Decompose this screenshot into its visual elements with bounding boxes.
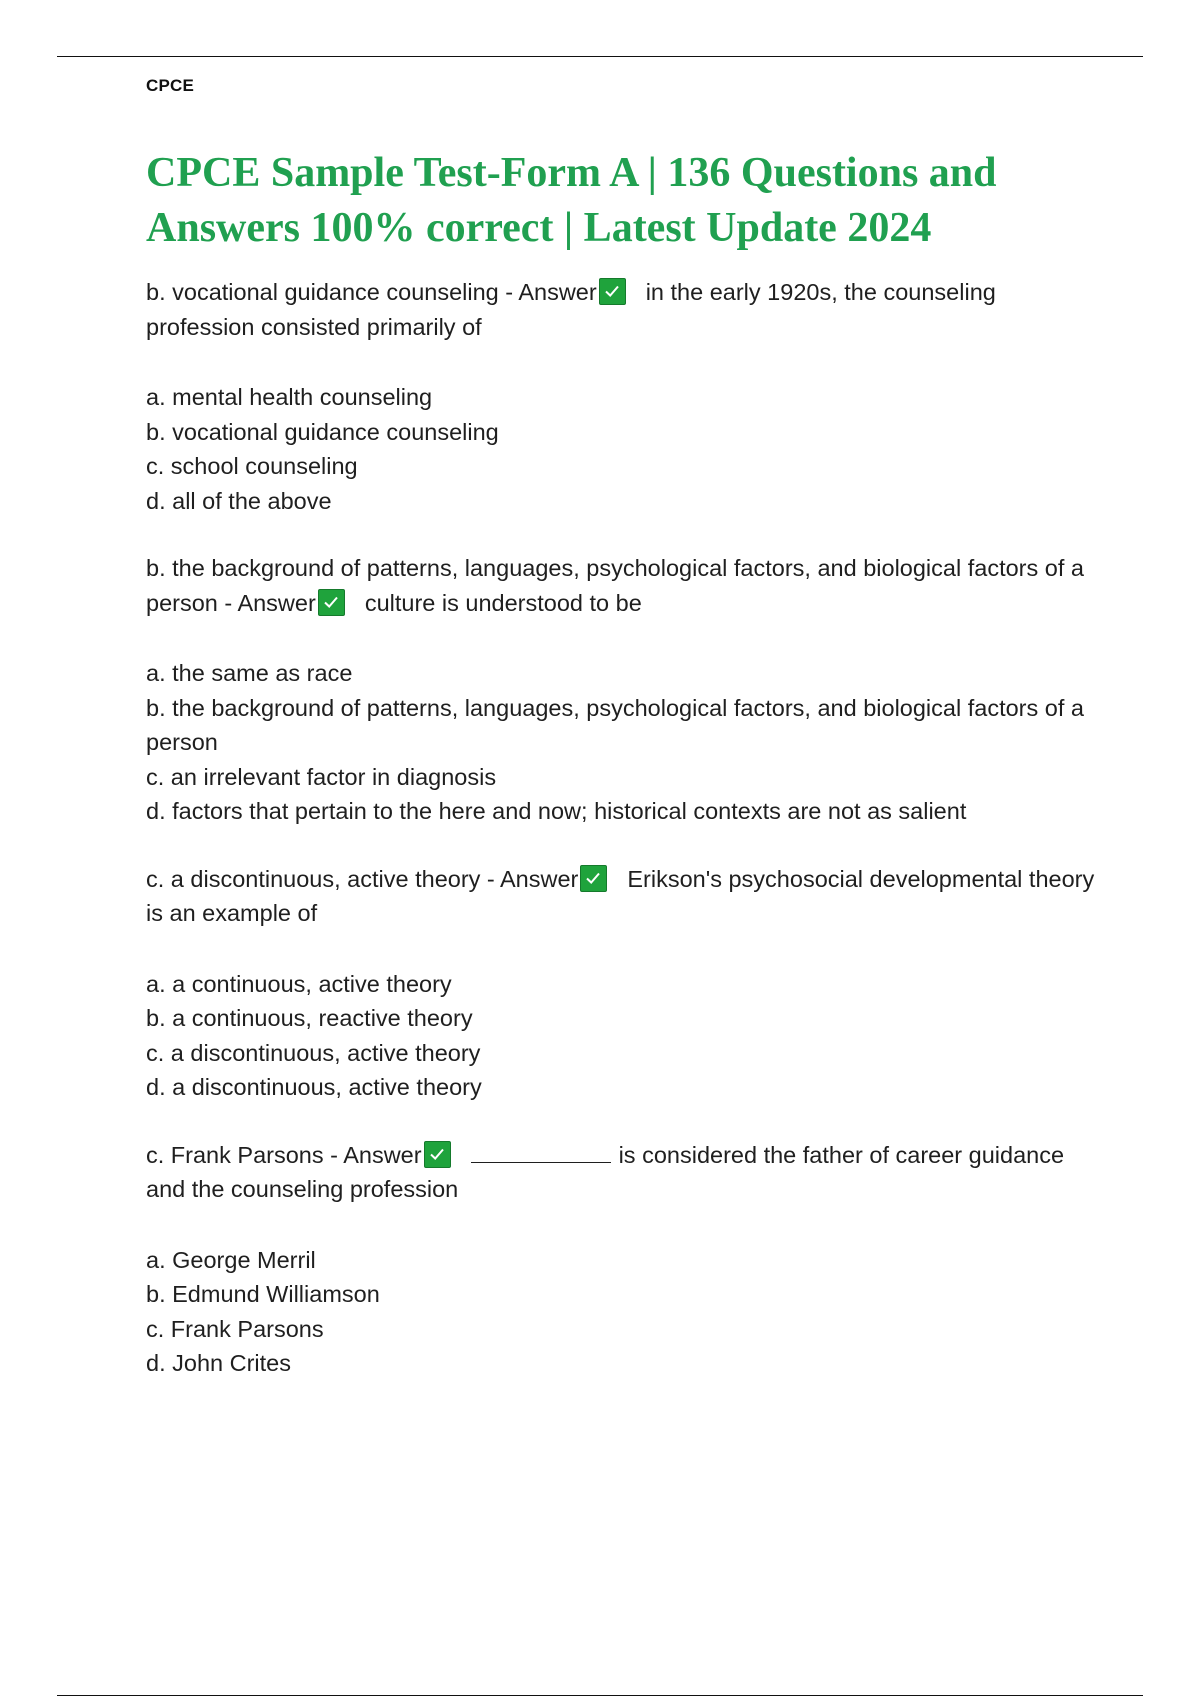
question-prompt: culture is understood to be — [364, 589, 642, 616]
question-prompt: in the early 1920s, the counseling profession consisted primarily of — [146, 279, 996, 340]
option-item: b. vocational guidance counseling — [146, 418, 499, 445]
document-title: CPCE Sample Test-Form A | 136 Questions and Answers 100% correct | Latest Update 2024 — [146, 150, 997, 251]
qa-block-2 — [146, 551, 1106, 829]
option-list — [146, 656, 1106, 829]
answer-text: c. Frank Parsons - Answer — [146, 1141, 422, 1168]
answer-line — [146, 862, 1106, 931]
option-list — [146, 967, 1106, 1105]
option-item: b. a continuous, reactive theory — [146, 1005, 473, 1031]
bottom-divider — [57, 1695, 1143, 1696]
answer-line — [146, 275, 1106, 344]
option-item: c. Frank Parsons — [146, 1315, 324, 1342]
check-mark-icon — [599, 278, 626, 305]
document-body — [146, 275, 1106, 1381]
option-item: d. John Crites — [146, 1350, 291, 1376]
question-prompt: is considered the father of career guidance and the counseling profession — [146, 1141, 1065, 1202]
qa-block-1 — [146, 275, 1106, 518]
option-list — [146, 380, 1106, 518]
option-item: b. Edmund Williamson — [146, 1281, 380, 1307]
answer-text: c. a discontinuous, active theory - Answer — [146, 865, 579, 892]
answer-text: b. the background of patterns, languages, psychological factors, and biological factors of a person - Answer — [146, 555, 1084, 616]
option-item: c. a discontinuous, active theory — [146, 1039, 481, 1066]
option-item: d. factors that pertain to the here and now; historical contexts are not as salient — [146, 798, 967, 824]
qa-block-4 — [146, 1138, 1106, 1381]
check-mark-icon — [424, 1141, 451, 1168]
option-item: a. mental health counseling — [146, 384, 433, 410]
option-item: c. an irrelevant factor in diagnosis — [146, 763, 497, 790]
answer-line — [146, 1138, 1106, 1207]
check-mark-icon — [580, 865, 607, 892]
option-item: d. all of the above — [146, 487, 332, 514]
option-item: a. the same as race — [146, 660, 353, 686]
fill-in-blank — [471, 1142, 611, 1163]
answer-line — [146, 551, 1106, 620]
answer-text: b. vocational guidance counseling - Answer — [146, 279, 597, 305]
option-item: c. school counseling — [146, 453, 358, 479]
option-item: d. a discontinuous, active theory — [146, 1074, 482, 1100]
option-item: a. a continuous, active theory — [146, 970, 452, 997]
option-item: a. George Merril — [146, 1246, 316, 1273]
top-divider — [57, 56, 1143, 57]
option-item: b. the background of patterns, languages, psychological factors, and biological factors of a person — [146, 694, 1084, 755]
qa-block-3 — [146, 862, 1106, 1105]
check-mark-icon — [318, 589, 345, 616]
option-list — [146, 1243, 1106, 1381]
question-prompt: Erikson's psychosocial developmental theory is an example of — [146, 865, 1095, 926]
running-header: CPCE — [146, 76, 195, 95]
